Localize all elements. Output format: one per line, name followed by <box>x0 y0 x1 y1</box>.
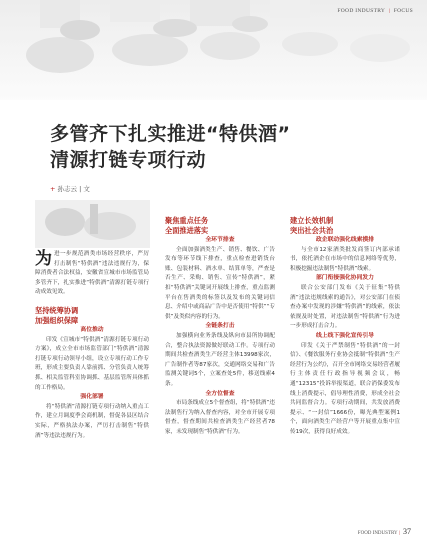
paragraph-zhengqi: 与全市12家酒类批发商签订内部承诺书，依托酒企在市场中的信息网络等优势，积极挖掘违法制售“特供酒”线索。 <box>290 246 400 272</box>
byline-mark: + <box>50 185 56 193</box>
page-number: 37 <box>403 527 411 536</box>
subheading-zhengqi: 政企联动强化线索摸排 <box>316 237 374 243</box>
section-2-heading-b: 全面推进落实 <box>165 226 209 235</box>
subheading-quanfangwei: 全方位督查 <box>205 390 235 397</box>
article-title-line2: 清源打链专项行动 <box>50 149 207 171</box>
paragraph-gaowei: 印发《宣城市“特供酒”清源打链专项行动方案》，成立全市市场监管部门“特供酒”清源打链专项行动领导小组，设立专项行动工作专班，形成主要负责人靠前抓、分管负责人统筹抓、相关监管科室协调抓、基层监管所具体抓的工作格局。 <box>35 336 149 391</box>
section-3-heading: 建立长效机制 <box>290 216 334 225</box>
paragraph-quanlian: 加强横向业务条线及纵向市县所协调配合，整合执法资源做好联动工作。专项行动期间共检查酒类生产经营主体13998家次，广告制作者等87家次，交通网络交易和广告监测关键词5个，立案查处5件，移送线索4条。 <box>165 332 275 387</box>
running-head-magazine: FOOD INDUSTRY <box>337 8 385 14</box>
footer-separator: | <box>398 531 400 536</box>
paragraph-bumen: 联合公安部门发布《关于征集“特供酒”违法违规线索的通告》，对公安部门在侦查办案中发现的涉嫌“特供酒”的线索，依法依规及时处置，对违法制售“特供酒”行为进一步形成打击合力。 <box>290 284 400 330</box>
page-footer <box>358 527 411 536</box>
header-photo <box>0 0 427 100</box>
byline-author: 孙志云 | 文 <box>57 185 90 193</box>
byline <box>50 184 90 193</box>
running-head-section: FOCUS <box>393 8 413 14</box>
paragraph-quanhuanjie: 全面加强酒类生产、销售、餐饮、广告发布等环节线下排查，重点检查进销货台账、包装材料、酒水单、结算单等，严查是否生产、采购、销售、宣传“特供酒”，紧扣“特供酒”关键词开展线上排查，重点监测平台在售酒类的标签以及发布的关键词信息、介绍中或商品广告中是否使用“特供”“专供”及类似内容的行为。 <box>165 246 275 320</box>
running-head <box>337 8 413 14</box>
subheading-quanlian: 全链条打击 <box>205 323 235 330</box>
subheading-xianshang: 线上线下强化宣传引导 <box>316 332 374 339</box>
column-1 <box>35 250 149 441</box>
bottles-illustration <box>0 0 427 100</box>
subheading-quanhuanjie: 全环节排查 <box>205 237 235 243</box>
paragraph-xianshang: 印发《关于严禁制售“特供酒”的一封信》、《餐饮服务行业协会抵制“特供酒”生产经营行为公约》，召开全市网络交易经营者履行主体责任行政指导视频会议，畅通“12315”投诉举报渠道，联合消保委发布线上消费提示，倡导理性消费，形成全社会共同监督合力。专项行动期间，共发放消费提示、“一封信”1666份，曝光典型案例1个，面向酒类生产经营户等开展重点集中宣传19次，获得良好成效。 <box>290 342 400 435</box>
footer-magazine: FOOD INDUSTRY <box>357 531 398 536</box>
column-3 <box>290 214 400 437</box>
section-3-heading-b: 突出社会共治 <box>290 226 334 235</box>
column-2 <box>165 214 275 437</box>
dropcap: 为 <box>35 249 52 269</box>
inset-photo <box>35 200 150 248</box>
intro-paragraph <box>35 250 149 298</box>
section-1-heading-b: 加强组织保障 <box>35 315 79 325</box>
subheading-qianghua: 强化部署 <box>80 394 104 401</box>
paragraph-quanfangwei: 市局条线成立5个督查组，将“特供酒”违法制售行为纳入督查内容，对全市开展专项督查，督查期间共检查酒类生产经营者78家，未发现制售“特供酒”行为。 <box>165 400 275 435</box>
subheading-bumen: 部门衔接强化协同发力 <box>316 275 374 282</box>
section-2-heading: 聚焦重点任务 <box>165 216 209 225</box>
subheading-gaowei: 高位推动 <box>80 326 104 333</box>
article-title-line1: 多管齐下扎实推进“特供酒” <box>50 123 291 145</box>
section-1-heading: 坚持统筹协调 <box>35 305 79 315</box>
article-title <box>50 121 290 173</box>
paragraph-qianghua: 将“特供酒”清源打链专项行动纳入重点工作，建立月调度季会商机制，督促各县区结合实际，严格执法办案，严厉打击制售“特供酒”等违法违规行为。 <box>35 403 149 439</box>
intro-text: 进一步规范酒类市场经营秩序，严厉打击制售“特供酒”违法违规行为，保障消费者合法权益，安徽省宣城市市场监管局多管齐下，扎实推进“特供酒”清源打链专项行动成效见效。 <box>35 251 149 296</box>
running-head-separator: | <box>388 8 391 14</box>
